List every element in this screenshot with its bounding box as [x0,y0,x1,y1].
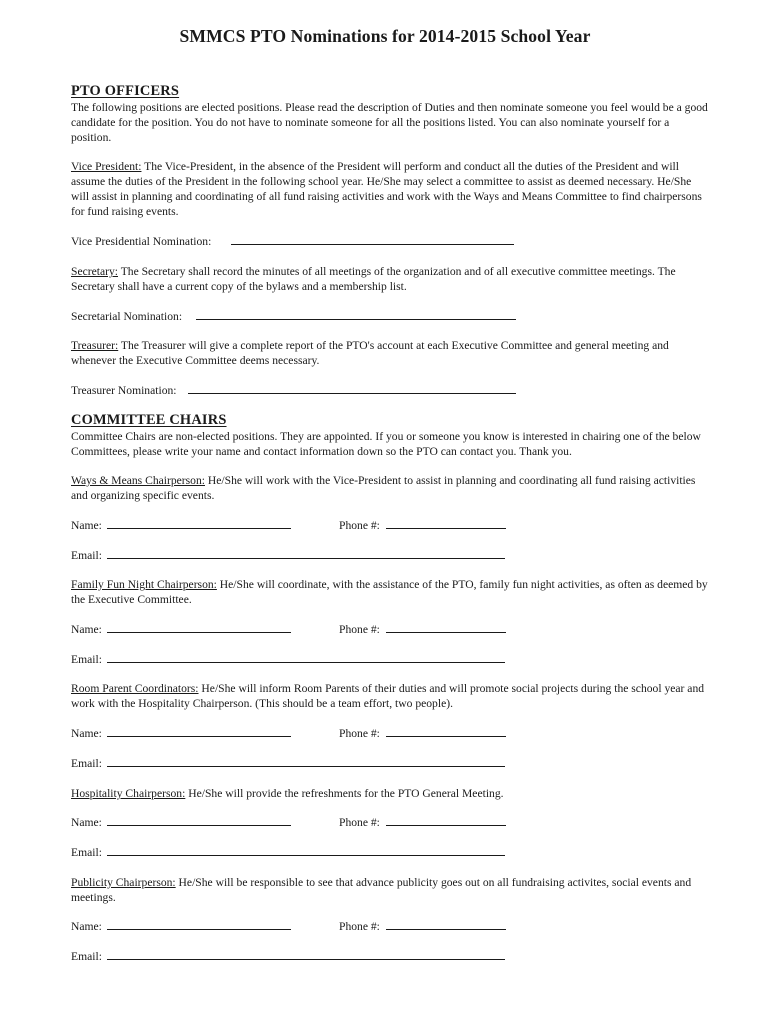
email-label: Email: [71,653,102,666]
chair-title: Room Parent Coordinators: [71,682,199,695]
officers-heading: PTO OFFICERS [71,83,180,99]
treasurer-nomination-field[interactable] [188,393,516,394]
family-fun-night-description [71,577,711,607]
phone-label: Phone #: [339,920,380,933]
secretarial-nomination-label: Secretarial Nomination: [71,310,183,323]
room-parent-description [71,681,711,711]
secretary-description [71,264,711,294]
family-fun-night-name-field[interactable] [107,632,291,633]
name-label: Name: [71,519,102,532]
hospitality-description [71,786,711,801]
chair-description: He/She will coordinate, with the assistance of the PTO, family fun night activities, as often as deemed by the Executive Committee. [71,578,708,606]
name-label: Name: [71,920,102,933]
name-label: Name: [71,623,102,636]
chair-title: Hospitality Chairperson: [71,787,186,800]
vice-president-description [71,159,711,219]
family-fun-night-phone-field[interactable] [386,632,506,633]
publicity-description [71,875,711,905]
email-label: Email: [71,950,102,963]
phone-label: Phone #: [339,623,380,636]
position-title: Treasurer: [71,339,119,352]
secretarial-nomination-field[interactable] [196,319,516,320]
phone-label: Phone #: [339,519,380,532]
email-label: Email: [71,549,102,562]
hospitality-email-field[interactable] [107,855,505,856]
page-title: SMMCS PTO Nominations for 2014-2015 School Year [179,26,591,46]
phone-label: Phone #: [339,727,380,740]
email-label: Email: [71,757,102,770]
chair-description: He/She will inform Room Parents of their duties and will promote social projects during the school year and work with the Hospitality Chairperson. (This should be a team effort, two people). [71,682,705,710]
committees-intro: Committee Chairs are non-elected positions. They are appointed. If you or someone you know is interested in chairing one of the below Committees, please write your name and contact information down so the PTO can contact you. Thank you. [71,430,701,458]
chair-title: Publicity Chairperson: [71,876,176,889]
chair-description: He/She will work with the Vice-President to assist in planning and coordinating all fund raising activities and organizing specific events. [71,474,696,502]
hospitality-name-field[interactable] [107,825,291,826]
ways-means-name-field[interactable] [107,528,291,529]
committees-heading: COMMITTEE CHAIRS [71,412,227,428]
position-title: Vice President: [71,160,142,173]
room-parent-email-field[interactable] [107,766,505,767]
publicity-name-field[interactable] [107,929,291,930]
email-label: Email: [71,846,102,859]
officers-intro: The following positions are elected positions. Please read the description of Duties and then nominate someone you feel would be a good candidate for the position. You do not have to nominate someone for all the positions listed. You can also nominate yourself for a position. [71,101,708,144]
ways-means-phone-field[interactable] [386,528,506,529]
ways-means-email-field[interactable] [107,558,505,559]
treasurer-nomination-label: Treasurer Nomination: [71,384,177,397]
name-label: Name: [71,727,102,740]
vice-presidential-nomination-label: Vice Presidential Nomination: [71,235,212,248]
chair-description: He/She will be responsible to see that advance publicity goes out on all fundraising activites, social events and meetings. [71,876,692,904]
chair-description: He/She will provide the refreshments for the PTO General Meeting. [185,787,504,800]
vice-presidential-nomination-field[interactable] [231,244,514,245]
room-parent-name-field[interactable] [107,736,291,737]
publicity-email-field[interactable] [107,959,505,960]
position-description: The Vice-President, in the absence of the President will perform and conduct all the duties of the President and will assume the duties of the President in the following school year. He/She may select a committee to assist as deemed necessary. He/She will assist in planning and coordinating of all fund raising activities and work with the Ways and Means Committee to find chairpersons for fund raising events. [71,160,702,218]
treasurer-description [71,338,711,368]
name-label: Name: [71,816,102,829]
ways-means-description [71,473,711,503]
chair-title: Ways & Means Chairperson: [71,474,205,487]
chair-title: Family Fun Night Chairperson: [71,578,217,591]
position-description: The Secretary shall record the minutes of all meetings of the organization and of all executive committee meetings. The Secretary shall have a current copy of the bylaws and a membership list. [71,265,676,293]
phone-label: Phone #: [339,816,380,829]
position-description: The Treasurer will give a complete report of the PTO's account at each Executive Committee and general meeting and whenever the Executive Committee deems necessary. [71,339,669,367]
room-parent-phone-field[interactable] [386,736,506,737]
hospitality-phone-field[interactable] [386,825,506,826]
position-title: Secretary: [71,265,118,278]
publicity-phone-field[interactable] [386,929,506,930]
family-fun-night-email-field[interactable] [107,662,505,663]
